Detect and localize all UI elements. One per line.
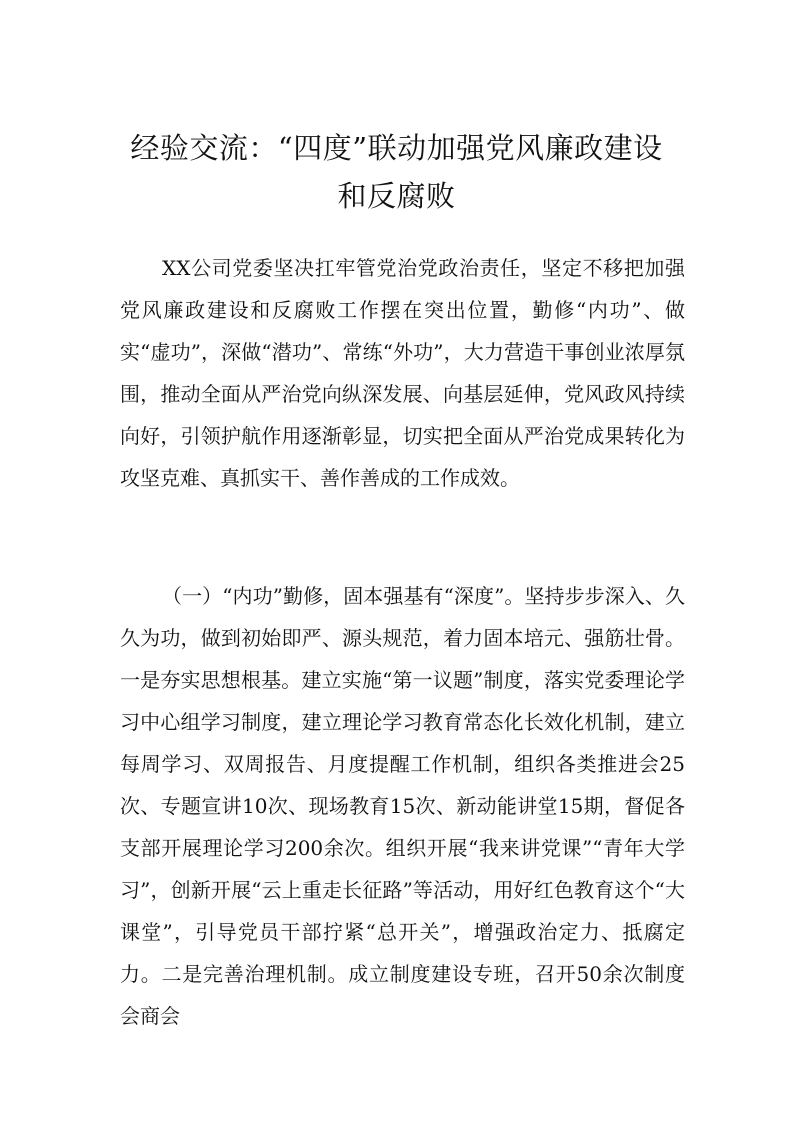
document-title (110, 124, 683, 220)
intro-paragraph: XX公司党委坚决扛牢管党治党政治责任，坚定不移把加强党风廉政建设和反腐败工作摆在突出位置，勤修“内功”、做实“虚功”，深做“潜功”、常练“外功”，大力营造干事创业浓厚氛围，推动全面从严治党向纵深发展、向基层延伸，党风政风持续向好，引领护航作用逐渐彰显，切实把全面从严治党成果转化为攻坚克难、真抓实干、善作善成的工作成效。 (120, 256, 685, 490)
title-line-1: 经验交流：“四度”联动加强党风廉政建设 (130, 131, 663, 165)
section-one-paragraph: （一）“内功”勤修，固本强基有“深度”。坚持步步深入、久久为功，做到初始即严、源头规范，着力固本培元、强筋壮骨。一是夯实思想根基。建立实施“第一议题”制度，落实党委理论学习中心组学习制度，建立理论学习教育常态化长效化机制，建立每周学习、双周报告、月度提醒工作机制，组织各类推进会25次、专题宣讲10次、现场教育15次、新动能讲堂15期，督促各支部开展理论学习200余次。组织开展“我来讲党课”“青年大学习”，创新开展“云上重走长征路”等活动，用好红色教育这个“大课堂”，引导党员干部拧紧“总开关”，增强政治定力、抵腐定力。二是完善治理机制。成立制度建设专班，召开50余次制度会商会 (120, 584, 685, 1028)
title-line-2: 和反腐败 (337, 179, 456, 213)
